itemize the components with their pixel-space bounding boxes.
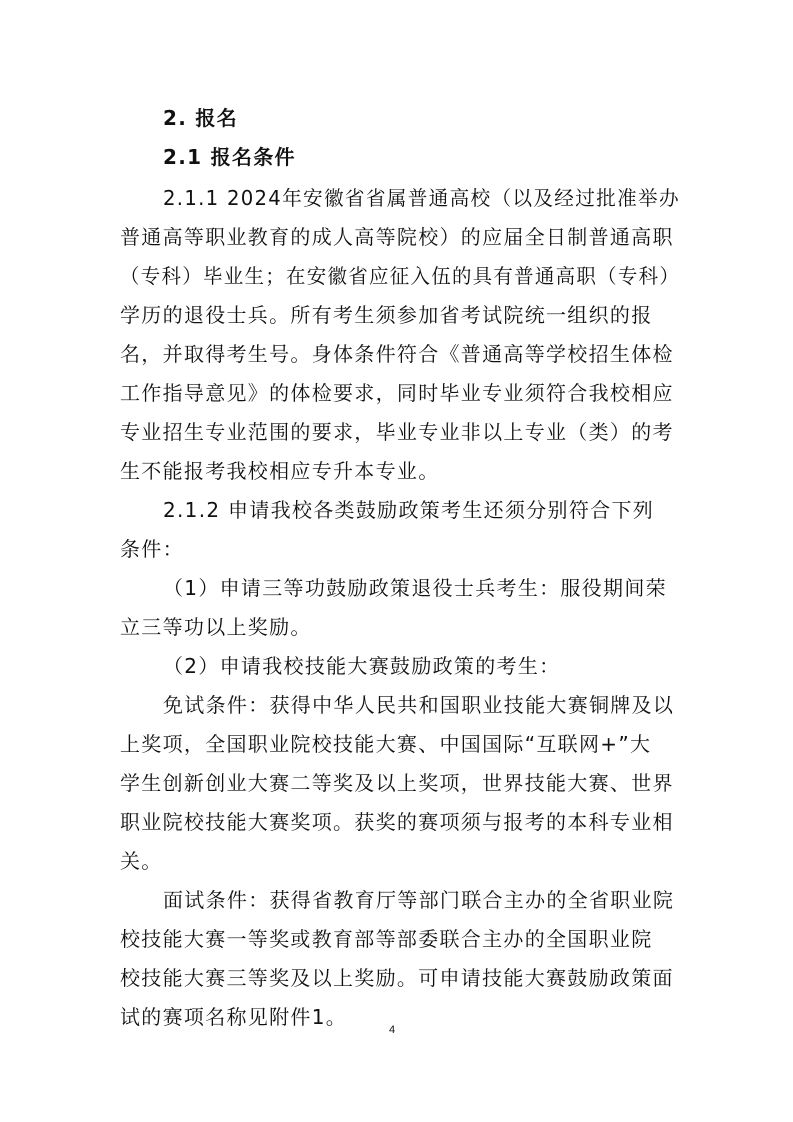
subsection-title: 2.1 报名条件 xyxy=(163,145,296,169)
paragraph-line: 专业招生专业范围的要求，毕业专业非以上专业（类）的考 xyxy=(120,420,674,444)
page-number: 4 xyxy=(389,1024,396,1036)
paragraph-line: 面试条件：获得省教育厅等部门联合主办的全省职业院 xyxy=(163,888,675,912)
paragraph-line: 学历的退役士兵。所有考生须参加省考试院统一组织的报 xyxy=(120,303,653,327)
paragraph-line: 关。 xyxy=(120,849,163,873)
paragraph-line: 职业院校技能大赛奖项。获奖的赛项须与报考的本科专业相 xyxy=(120,810,674,834)
list-item-line: （2）申请我校技能大赛鼓励政策的考生： xyxy=(163,654,561,678)
paragraph-line: 免试条件：获得中华人民共和国职业技能大赛铜牌及以 xyxy=(163,693,675,717)
list-item-line: 立三等功以上奖励。 xyxy=(120,615,312,639)
paragraph-line: 2.1.2 申请我校各类鼓励政策考生还须分别符合下列 xyxy=(163,498,655,522)
list-item-line: （1）申请三等功鼓励政策退役士兵考生：服役期间荣 xyxy=(163,576,667,600)
paragraph-line: 条件： xyxy=(120,537,184,561)
paragraph-line: （专科）毕业生；在安徽省应征入伍的具有普通高职（专科） xyxy=(120,264,681,288)
paragraph-line: 普通高等职业教育的成人高等院校）的应届全日制普通高职 xyxy=(120,225,674,249)
paragraph-line: 名，并取得考生号。身体条件符合《普通高等学校招生体检 xyxy=(120,342,674,366)
section-title: 2. 报名 xyxy=(163,106,238,130)
paragraph-line: 生不能报考我校相应专升本专业。 xyxy=(120,459,440,483)
paragraph-line: 2.1.1 2024年安徽省省属普通高校（以及经过批准举办 xyxy=(163,186,680,210)
paragraph-line: 校技能大赛一等奖或教育部等部委联合主办的全国职业院 xyxy=(120,927,653,951)
paragraph-line: 学生创新创业大赛二等奖及以上奖项，世界技能大赛、世界 xyxy=(120,771,674,795)
paragraph-line: 试的赛项名称见附件1。 xyxy=(120,1005,348,1029)
paragraph-line: 工作指导意见》的体检要求，同时毕业专业须符合我校相应 xyxy=(120,381,674,405)
paragraph-line: 上奖项，全国职业院校技能大赛、中国国际“互联网+”大 xyxy=(120,732,652,756)
paragraph-line: 校技能大赛三等奖及以上奖励。可申请技能大赛鼓励政策面 xyxy=(120,966,674,990)
